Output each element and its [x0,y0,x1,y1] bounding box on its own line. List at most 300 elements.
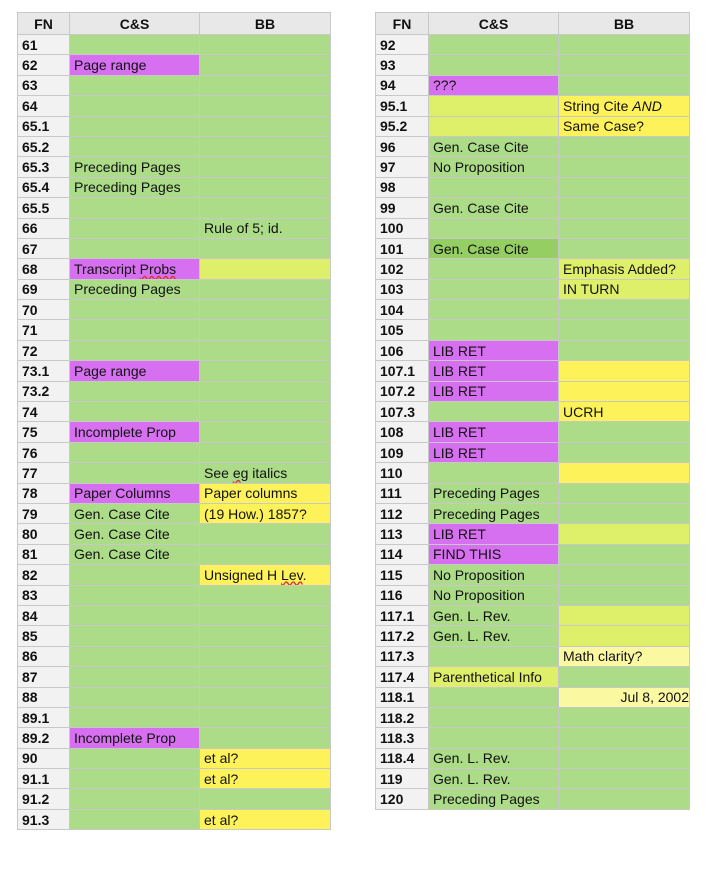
cell-bb[interactable] [200,626,331,646]
cell-cs[interactable]: No Proposition [429,565,559,585]
table-row [18,483,331,503]
cell-fn[interactable]: 78 [18,483,70,503]
cell-fn[interactable]: 109 [376,442,429,462]
cell-fn[interactable]: 86 [18,646,70,666]
cell-fn[interactable]: 119 [376,769,429,789]
cell-cs[interactable] [70,198,200,218]
cell-cs[interactable] [429,218,559,238]
cell-cs[interactable]: Transcript Probs [70,259,200,279]
cell-cs[interactable] [70,238,200,258]
cell-fn[interactable]: 107.1 [376,361,429,381]
table-row [18,789,331,809]
cell-bb[interactable] [559,218,690,238]
cell-fn[interactable]: 74 [18,402,70,422]
cell-bb[interactable] [200,667,331,687]
cell-bb[interactable]: Paper columns [200,483,331,503]
cell-bb[interactable]: Same Case? [559,116,690,136]
table-row [376,198,690,218]
cell-cs[interactable]: Gen. L. Rev. [429,748,559,768]
cell-bb[interactable] [559,503,690,523]
cell-cs[interactable] [70,687,200,707]
cell-bb[interactable] [200,789,331,809]
cell-cs[interactable]: Paper Columns [70,483,200,503]
cell-bb[interactable] [200,75,331,95]
header-fn[interactable]: FN [376,13,429,35]
cell-cs[interactable] [70,667,200,687]
cell-fn[interactable]: 115 [376,565,429,585]
table-row [376,35,690,55]
cell-fn[interactable]: 112 [376,503,429,523]
cell-cs[interactable]: Gen. Case Cite [70,524,200,544]
table-row [18,198,331,218]
cell-fn[interactable]: 105 [376,320,429,340]
cell-fn[interactable]: 117.1 [376,605,429,625]
cell-bb[interactable] [559,157,690,177]
cell-cs[interactable]: Gen. L. Rev. [429,605,559,625]
cell-fn[interactable]: 111 [376,483,429,503]
cell-bb[interactable]: Jul 8, 2002 [559,687,690,707]
cell-bb[interactable] [559,463,690,483]
cell-fn[interactable]: 101 [376,238,429,258]
cell-fn[interactable]: 72 [18,340,70,360]
cell-bb[interactable] [559,320,690,340]
cell-cs[interactable] [70,809,200,829]
cell-cs[interactable] [70,340,200,360]
cell-cs[interactable] [70,646,200,666]
cell-bb[interactable] [200,340,331,360]
cell-fn[interactable]: 91.3 [18,809,70,829]
cell-fn[interactable]: 99 [376,198,429,218]
cell-cs[interactable]: LIB RET [429,340,559,360]
cell-fn[interactable]: 65.1 [18,116,70,136]
cell-fn[interactable]: 92 [376,35,429,55]
cell-fn[interactable]: 75 [18,422,70,442]
cell-cs[interactable]: Incomplete Prop [70,422,200,442]
cell-cs[interactable] [70,626,200,646]
cell-bb[interactable] [559,238,690,258]
cell-bb[interactable] [559,35,690,55]
table-row [376,381,690,401]
cell-cs[interactable] [70,565,200,585]
right-sheet-body [376,35,690,810]
table-row [376,748,690,768]
cell-cs[interactable] [70,136,200,156]
table-row [18,809,331,829]
table-row [18,463,331,483]
cell-bb[interactable] [200,198,331,218]
cell-bb[interactable]: (19 How.) 1857? [200,503,331,523]
cell-cs[interactable] [70,381,200,401]
cell-fn[interactable]: 85 [18,626,70,646]
cell-bb[interactable] [200,544,331,564]
cell-cs[interactable] [70,75,200,95]
cell-fn[interactable]: 73.2 [18,381,70,401]
cell-fn[interactable]: 103 [376,279,429,299]
table-row [376,544,690,564]
table-row [376,667,690,687]
cell-bb[interactable] [200,605,331,625]
table-row [376,279,690,299]
cell-bb[interactable] [559,198,690,218]
cell-bb[interactable] [559,136,690,156]
cell-fn[interactable]: 114 [376,544,429,564]
cell-cs[interactable] [429,259,559,279]
cell-bb[interactable] [200,442,331,462]
cell-bb[interactable] [559,55,690,75]
spelling-flag: Lev [281,566,303,583]
cell-fn[interactable]: 91.1 [18,769,70,789]
cell-bb[interactable] [559,381,690,401]
cell-bb[interactable] [559,300,690,320]
table-row [376,728,690,748]
cell-cs[interactable] [429,320,559,340]
cell-cs[interactable] [70,789,200,809]
cell-cs[interactable]: LIB RET [429,422,559,442]
cell-fn[interactable]: 118.1 [376,687,429,707]
table-row [18,55,331,75]
cell-bb[interactable]: Math clarity? [559,646,690,666]
table-row [18,340,331,360]
cell-fn[interactable]: 66 [18,218,70,238]
cell-fn[interactable]: 65.5 [18,198,70,218]
left-sheet-table [17,12,331,830]
cell-fn[interactable]: 102 [376,259,429,279]
table-row [18,177,331,197]
table-row [376,361,690,381]
cell-fn[interactable]: 82 [18,565,70,585]
cell-bb[interactable] [559,748,690,768]
cell-fn[interactable]: 71 [18,320,70,340]
table-row [18,442,331,462]
cell-fn[interactable]: 83 [18,585,70,605]
cell-cs[interactable]: Gen. Case Cite [70,544,200,564]
cell-cs[interactable] [70,218,200,238]
table-row [18,157,331,177]
table-row [18,748,331,768]
cell-fn[interactable]: 67 [18,238,70,258]
cell-cs[interactable]: FIND THIS [429,544,559,564]
cell-fn[interactable]: 68 [18,259,70,279]
cell-bb[interactable] [200,177,331,197]
cell-cs[interactable] [429,402,559,422]
cell-fn[interactable]: 95.2 [376,116,429,136]
cell-bb[interactable] [559,75,690,95]
cell-cs[interactable]: LIB RET [429,361,559,381]
cell-fn[interactable]: 64 [18,96,70,116]
cell-bb[interactable]: et al? [200,809,331,829]
cell-bb[interactable] [200,381,331,401]
cell-bb[interactable] [200,157,331,177]
cell-bb[interactable] [200,279,331,299]
cell-bb[interactable]: Emphasis Added? [559,259,690,279]
header-cs[interactable]: C&S [70,13,200,35]
cell-fn[interactable]: 65.4 [18,177,70,197]
cell-bb[interactable] [200,300,331,320]
header-cs[interactable]: C&S [429,13,559,35]
table-row [18,565,331,585]
cell-bb[interactable] [200,136,331,156]
cell-bb[interactable]: et al? [200,748,331,768]
cell-fn[interactable]: 65.2 [18,136,70,156]
cell-fn[interactable]: 87 [18,667,70,687]
cell-bb[interactable] [559,626,690,646]
table-row [376,402,690,422]
cell-fn[interactable]: 93 [376,55,429,75]
cell-cs[interactable] [429,463,559,483]
cell-fn[interactable]: 117.3 [376,646,429,666]
table-row [18,300,331,320]
cell-bb[interactable] [559,177,690,197]
cell-cs[interactable]: Preceding Pages [70,177,200,197]
cell-cs[interactable]: Page range [70,361,200,381]
cell-bb[interactable] [200,422,331,442]
table-row [376,157,690,177]
table-row [18,626,331,646]
cell-bb[interactable] [559,544,690,564]
cell-fn[interactable]: 110 [376,463,429,483]
cell-bb[interactable] [559,340,690,360]
cell-fn[interactable]: 81 [18,544,70,564]
table-row [376,769,690,789]
cell-bb[interactable] [559,524,690,544]
table-row [18,35,331,55]
cell-cs[interactable] [70,769,200,789]
header-bb[interactable]: BB [559,13,690,35]
cell-bb[interactable] [559,361,690,381]
table-row [18,218,331,238]
table-row [18,605,331,625]
cell-bb[interactable]: et al? [200,769,331,789]
table-row [376,463,690,483]
cell-cs[interactable]: ??? [429,75,559,95]
cell-bb[interactable] [200,116,331,136]
table-row [376,75,690,95]
cell-cs[interactable]: Incomplete Prop [70,728,200,748]
cell-fn[interactable]: 76 [18,442,70,462]
cell-bb[interactable] [559,728,690,748]
table-row [18,381,331,401]
table-row [18,524,331,544]
cell-fn[interactable]: 77 [18,463,70,483]
cell-bb[interactable]: IN TURN [559,279,690,299]
cell-fn[interactable]: 70 [18,300,70,320]
cell-cs[interactable]: LIB RET [429,381,559,401]
cell-cs[interactable] [429,728,559,748]
cell-bb[interactable] [559,565,690,585]
cell-bb[interactable] [200,55,331,75]
cell-fn[interactable]: 97 [376,157,429,177]
table-row [376,646,690,666]
cell-cs[interactable]: Preceding Pages [429,789,559,809]
cell-bb[interactable]: String Cite AND [559,96,690,116]
cell-bb[interactable] [559,605,690,625]
table-row [376,218,690,238]
cell-cs[interactable]: Preceding Pages [429,483,559,503]
cell-fn[interactable]: 63 [18,75,70,95]
table-row [376,340,690,360]
header-fn[interactable]: FN [18,13,70,35]
cell-bb[interactable] [559,442,690,462]
cell-fn[interactable]: 84 [18,605,70,625]
cell-bb[interactable]: Unsigned H Lev. [200,565,331,585]
cell-cs[interactable] [70,35,200,55]
cell-bb[interactable] [200,728,331,748]
cell-fn[interactable]: 80 [18,524,70,544]
cell-bb[interactable] [559,585,690,605]
header-bb[interactable]: BB [200,13,331,35]
cell-cs[interactable]: Gen. Case Cite [429,238,559,258]
cell-fn[interactable]: 61 [18,35,70,55]
header-row [18,13,331,35]
cell-cs[interactable]: Page range [70,55,200,75]
cell-bb[interactable] [559,769,690,789]
cell-fn[interactable]: 104 [376,300,429,320]
cell-fn[interactable]: 96 [376,136,429,156]
table-row [18,707,331,727]
right-sheet-table [375,12,690,810]
cell-cs[interactable]: Preceding Pages [70,157,200,177]
cell-fn[interactable]: 89.1 [18,707,70,727]
table-row [376,565,690,585]
cell-bb[interactable] [200,524,331,544]
table-row [18,279,331,299]
cell-cs[interactable] [70,320,200,340]
cell-bb[interactable] [200,361,331,381]
cell-bb[interactable] [200,320,331,340]
cell-cs[interactable]: Gen. Case Cite [429,198,559,218]
table-row [18,667,331,687]
cell-cs[interactable] [70,748,200,768]
cell-bb[interactable]: See eg italics [200,463,331,483]
cell-bb[interactable] [200,35,331,55]
cell-cs[interactable] [429,116,559,136]
cell-cs[interactable] [429,646,559,666]
cell-bb[interactable]: Rule of 5; id. [200,218,331,238]
cell-fn[interactable]: 108 [376,422,429,442]
cell-fn[interactable]: 79 [18,503,70,523]
cell-fn[interactable]: 95.1 [376,96,429,116]
cell-fn[interactable]: 113 [376,524,429,544]
cell-cs[interactable] [429,300,559,320]
cell-bb[interactable] [559,707,690,727]
cell-bb[interactable] [200,687,331,707]
cell-cs[interactable] [429,55,559,75]
cell-cs[interactable]: Preceding Pages [70,279,200,299]
cell-fn[interactable]: 90 [18,748,70,768]
table-row [376,300,690,320]
cell-fn[interactable]: 69 [18,279,70,299]
cell-fn[interactable]: 120 [376,789,429,809]
cell-cs[interactable]: LIB RET [429,442,559,462]
cell-cs[interactable]: No Proposition [429,157,559,177]
cell-bb[interactable] [200,259,331,279]
cell-fn[interactable]: 62 [18,55,70,75]
table-row [376,96,690,116]
cell-cs[interactable]: Gen. Case Cite [429,136,559,156]
cell-fn[interactable]: 107.3 [376,402,429,422]
cell-fn[interactable]: 94 [376,75,429,95]
cell-cs[interactable]: LIB RET [429,524,559,544]
cell-cs[interactable] [429,707,559,727]
table-row [18,769,331,789]
table-row [376,524,690,544]
table-row [18,687,331,707]
table-row [18,646,331,666]
cell-cs[interactable] [70,402,200,422]
table-row [18,238,331,258]
cell-fn[interactable]: 65.3 [18,157,70,177]
cell-cs[interactable] [70,707,200,727]
cell-cs[interactable]: Gen. Case Cite [70,503,200,523]
cell-fn[interactable]: 100 [376,218,429,238]
cell-cs[interactable] [70,585,200,605]
cell-cs[interactable]: Gen. L. Rev. [429,626,559,646]
table-row [376,503,690,523]
cell-bb[interactable] [200,96,331,116]
table-row [376,687,690,707]
cell-cs[interactable] [429,177,559,197]
cell-fn[interactable]: 117.2 [376,626,429,646]
cell-cs[interactable] [70,300,200,320]
cell-bb[interactable] [200,402,331,422]
cell-bb[interactable] [200,585,331,605]
cell-bb[interactable] [559,667,690,687]
cell-bb[interactable] [200,238,331,258]
table-row [376,259,690,279]
table-row [18,503,331,523]
cell-cs[interactable] [70,96,200,116]
cell-fn[interactable]: 106 [376,340,429,360]
cell-cs[interactable]: Preceding Pages [429,503,559,523]
cell-bb[interactable] [559,422,690,442]
cell-fn[interactable]: 91.2 [18,789,70,809]
cell-bb[interactable] [200,646,331,666]
cell-cs[interactable] [429,96,559,116]
cell-fn[interactable]: 98 [376,177,429,197]
cell-cs[interactable] [70,605,200,625]
table-row [376,177,690,197]
cell-cs[interactable] [429,35,559,55]
cell-fn[interactable]: 89.2 [18,728,70,748]
cell-fn[interactable]: 73.1 [18,361,70,381]
cell-bb[interactable] [559,483,690,503]
table-row [18,422,331,442]
cell-fn[interactable]: 118.4 [376,748,429,768]
table-row [18,96,331,116]
cell-cs[interactable]: No Proposition [429,585,559,605]
cell-fn[interactable]: 118.2 [376,707,429,727]
cell-fn[interactable]: 117.4 [376,667,429,687]
cell-fn[interactable]: 107.2 [376,381,429,401]
cell-bb[interactable] [200,707,331,727]
cell-cs[interactable] [70,463,200,483]
cell-bb[interactable]: UCRH [559,402,690,422]
cell-cs[interactable] [429,687,559,707]
cell-cs[interactable] [70,116,200,136]
cell-cs[interactable] [429,279,559,299]
cell-cs[interactable]: Parenthetical Info [429,667,559,687]
cell-fn[interactable]: 118.3 [376,728,429,748]
table-row [18,585,331,605]
cell-fn[interactable]: 116 [376,585,429,605]
cell-cs[interactable] [70,442,200,462]
cell-cs[interactable]: Gen. L. Rev. [429,769,559,789]
cell-bb[interactable] [559,789,690,809]
spelling-flag: Probs [139,260,177,277]
table-row [376,320,690,340]
table-row [376,585,690,605]
cell-fn[interactable]: 88 [18,687,70,707]
